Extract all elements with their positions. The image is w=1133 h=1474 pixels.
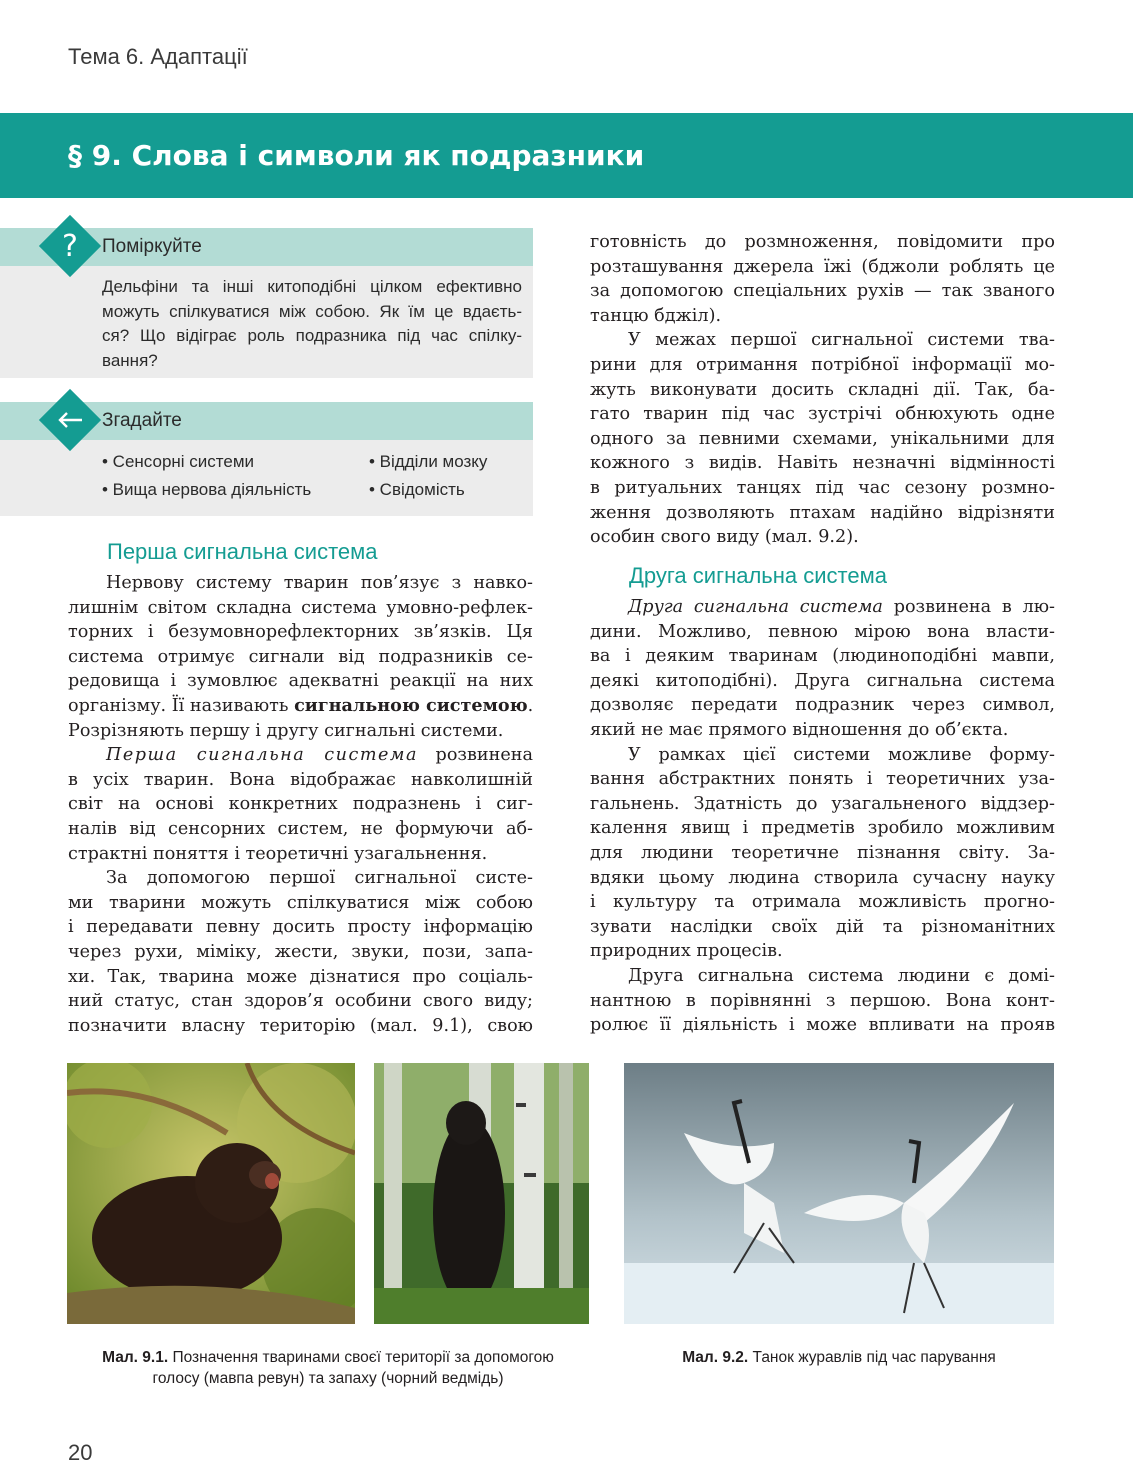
list-item: • Вища нервова діяльність	[102, 480, 312, 499]
figure-9-1-caption: Мал. 9.1. Позначення тваринами своєї території за допомогою голосу (мавпа ревун) та запаху (чорний ведмідь)	[102, 1349, 554, 1387]
section-title: § 9. Слова і символи як подразники	[68, 139, 645, 172]
dancing-cranes-photo	[624, 1063, 1054, 1324]
paragraph-second-system: Друга сигнальна система розвинена в лю- дини. Можливо, певною мірою вона власти- ва і деяким тваринам (людиноподібні мавпи, деякі китоподібні). Друга сигнальна система дозволяє передати подразник через символ, який не має прямого відношення до об’єкта. У рамках цієї системи можливе форму- вання абстрактних понять і теоретичних уза- гальнень. Здатність до узагальненого віддзер- калення явищ і предметів зробило можливим для людини теоретичне пізнання світу. За- вдяки цьому людина створила сучасну науку і культуру та отримала можливість прогно- зувати наслідки своїх дій та різноманітних природних процесів. Друга сигнальна система людини є домі- нантною в порівнянні з першою. Вона конт- ролює її діяльність і може впливати на прояв	[590, 597, 1056, 1036]
arrow-left-icon	[48, 398, 92, 442]
recall-box-label: Згадайте	[102, 410, 182, 431]
list-item: • Відділи мозку	[369, 452, 488, 471]
howler-monkey-photo	[67, 1063, 355, 1324]
heading-first-signal-system: Перша сигнальна система	[107, 539, 378, 564]
think-box-label: Поміркуйте	[102, 236, 202, 257]
page-number: 20	[68, 1440, 93, 1465]
heading-second-signal-system: Друга сигнальна система	[629, 563, 887, 588]
figure-9-2-caption: Мал. 9.2. Танок журавлів під час парування	[682, 1349, 996, 1366]
list-item: • Сенсорні системи	[102, 452, 255, 471]
topic-header: Тема 6. Адаптації	[68, 44, 248, 69]
paragraph-continued: готовність до розмноження, повідомити про розташування джерела їжі (бджоли роблять це за допомогою спеціальних рухів — так званого танцю бджіл). У межах першої сигнальної системи тва- рини для отримання потрібної інформації мо- жуть виконувати досить складні дії. Так, ба- гато тварин під час зустрічі обнюхують одне одного за певними схемами, унікальними для кожного з видів. Навіть незначні відмінності в ритуальних танцях під час сезону розмно- ження дозволяють птахам надійно відрізняти особин свого виду (мал. 9.2).	[590, 232, 1055, 548]
question-icon: ?	[62, 228, 78, 264]
think-box-text: Дельфіни та інші китоподібні цілком ефективно можуть спілкуватися між собою. Як їм це вдаєть- ся? Що відіграє роль подразника під час спілку- вання?	[102, 277, 522, 370]
list-item: • Свідомість	[369, 480, 465, 499]
think-box	[0, 228, 533, 378]
paragraph-1: Нервову систему тварин пов’язує з навко- лишнім світом складна система умовно-рефлек- торних і безумовнорефлекторних зв’язків. Ця система отримує сигнали від подразників се- редовища і зумовлює адекватні реакції на них організму. Її називають сигнальною системою. Розрізняють першу і другу сигнальні системи. Перша сигнальна система розвинена в усіх тварин. Вона відображає навколишній світ на основі конкретних подразнень і сиг- налів від сенсорних систем, не формуючи аб- страктні поняття і теоретичні узагальнення. За допомогою першої сигнальної систе- ми тварини можуть спілкуватися між собою і передавати певну досить просту інформацію через рухи, міміку, жести, звуки, пози, запа- хи. Так, тварина може дізнатися про соціаль- ний статус, стан здоров’я особини свого виду; позначити власну територію (мал. 9.1), свою	[68, 573, 534, 1036]
title-band	[0, 113, 1133, 198]
black-bear-photo	[374, 1063, 589, 1324]
recall-list-left	[102, 448, 311, 504]
recall-list-right	[369, 448, 487, 504]
recall-box	[0, 402, 533, 516]
